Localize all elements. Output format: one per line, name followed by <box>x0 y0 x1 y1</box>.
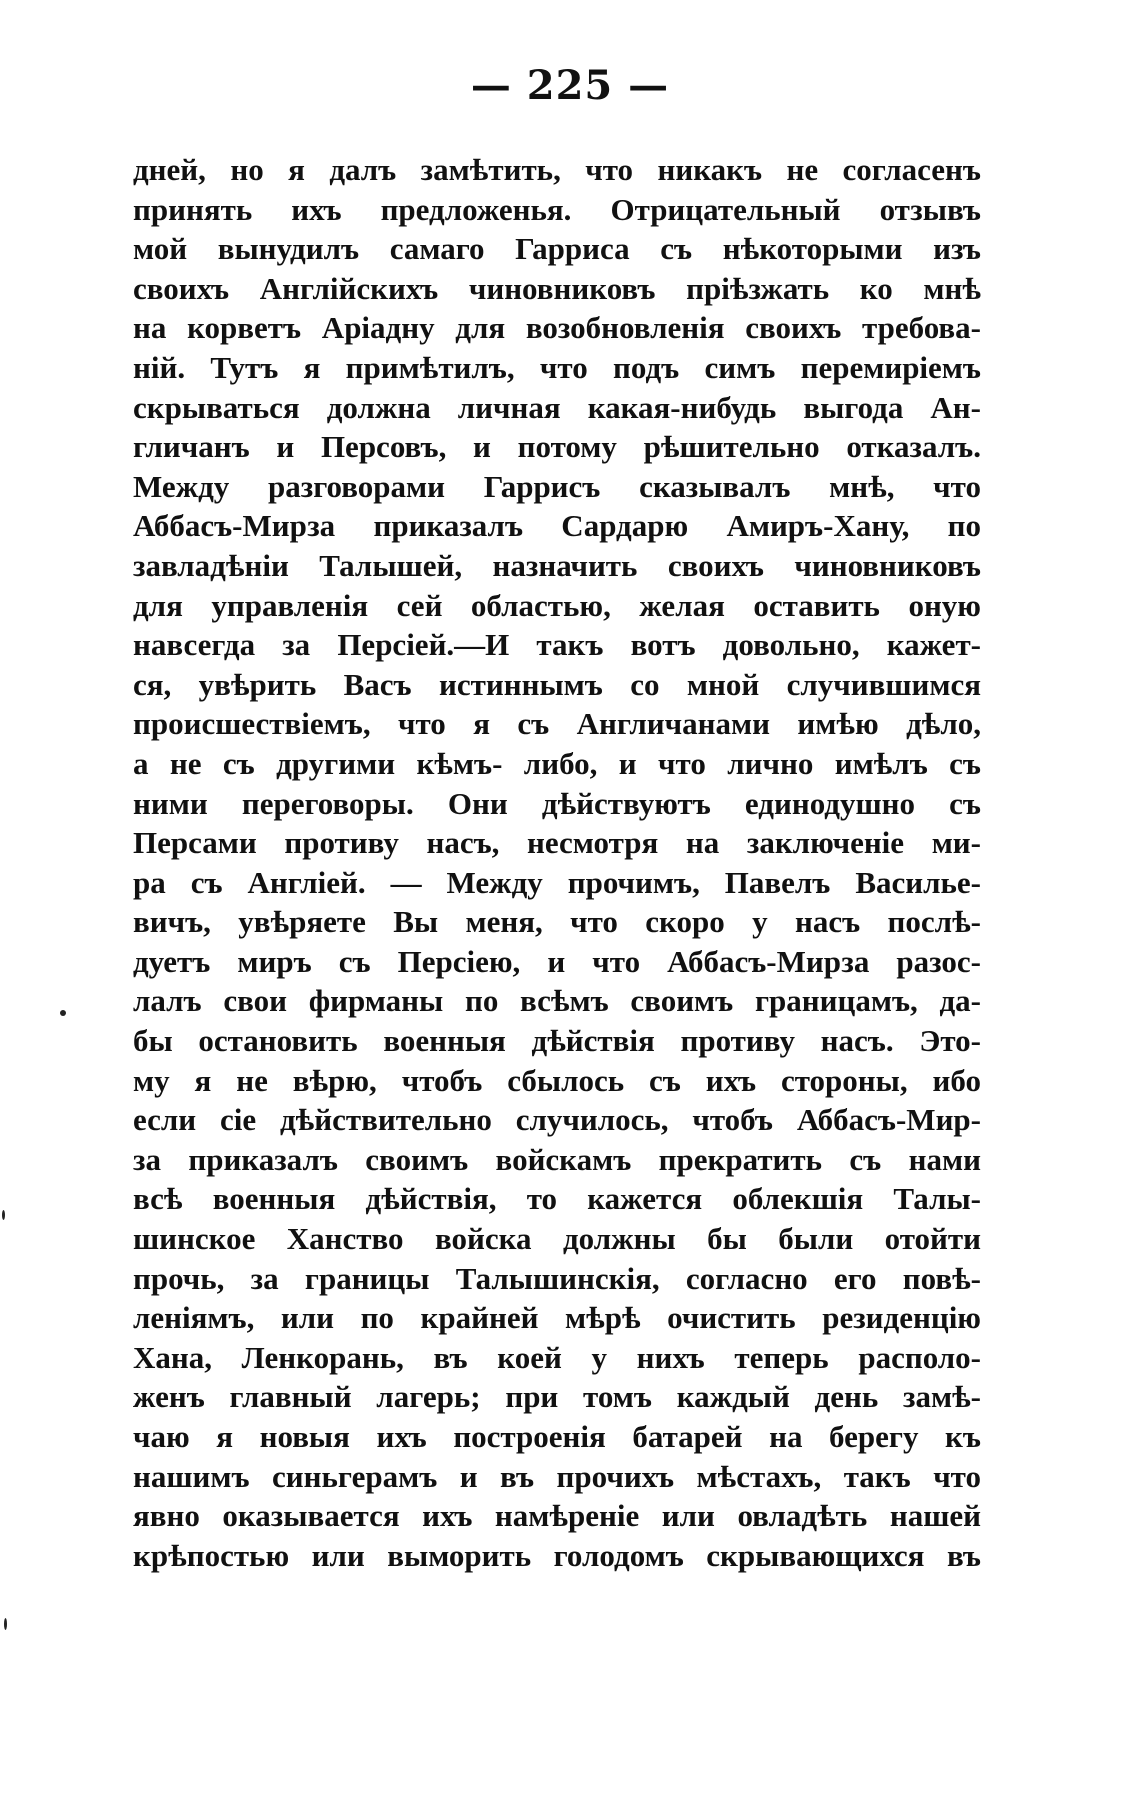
text-line: Хана, Ленкорань, въ коей у нихъ теперь располо- <box>133 1339 981 1375</box>
text-line: дуетъ миръ съ Персіею, и что Аббасъ-Мирза разос- <box>133 943 981 979</box>
text-line: всѣ военныя дѣйствія, то кажется облекшія Талы- <box>133 1181 981 1217</box>
text-line: Персами противу насъ, несмотря на заключеніе ми- <box>133 825 981 861</box>
body-text <box>133 150 981 1575</box>
text-line: ся, увѣрить Васъ истиннымъ со мной случившимся <box>133 666 981 702</box>
text-line: на корветъ Аріадну для возобновленія своихъ требова- <box>133 310 981 346</box>
text-line: завладѣніи Талышей, назначить своихъ чиновниковъ <box>133 547 981 583</box>
text-line: ра съ Англіей. — Между прочимъ, Павелъ Василье- <box>133 864 981 900</box>
text-line: Между разговорами Гаррисъ сказывалъ мнѣ, что <box>133 468 981 504</box>
text-line: ній. Тутъ я примѣтилъ, что подъ симъ перемиріемъ <box>133 349 981 385</box>
text-line: для управленія сей областью, желая оставить оную <box>133 587 981 623</box>
text-line: за приказалъ своимъ войскамъ прекратить съ нами <box>133 1141 981 1177</box>
text-line: му я не вѣрю, чтобъ сбылось съ ихъ стороны, ибо <box>133 1062 981 1098</box>
text-line: явно оказывается ихъ намѣреніе или овладѣть нашей <box>133 1498 981 1534</box>
ink-speck <box>4 1618 7 1630</box>
text-line: леніямъ, или по крайней мѣрѣ очистить резиденцію <box>133 1300 981 1336</box>
text-line: нашимъ синьгерамъ и въ прочихъ мѣстахъ, такъ что <box>133 1458 981 1494</box>
text-line: гличанъ и Персовъ, и потому рѣшительно отказалъ. <box>133 429 981 465</box>
text-line: скрываться должна личная какая-нибудь выгода Ан- <box>133 389 981 425</box>
text-line: дней, но я далъ замѣтить, что никакъ не согласенъ <box>133 152 981 187</box>
text-line: а не съ другими кѣмъ- либо, и что лично имѣлъ съ <box>133 745 981 781</box>
text-line: ними переговоры. Они дѣйствуютъ единодушно съ <box>133 785 981 821</box>
text-line: мой вынудилъ самаго Гарриса съ нѣкоторыми изъ <box>133 231 981 267</box>
text-line: навсегда за Персіей.—И такъ вотъ довольно, кажет- <box>133 627 981 663</box>
text-line: крѣпостью или выморить голодомъ скрывающихся въ <box>133 1537 981 1573</box>
ink-speck <box>60 1010 66 1016</box>
text-line: бы остановить военныя дѣйствія противу насъ. Это- <box>133 1023 981 1059</box>
text-line: Аббасъ-Мирза приказалъ Сардарю Амиръ-Хану, по <box>133 508 981 544</box>
text-line: чаю я новыя ихъ построенія батарей на берегу къ <box>133 1419 981 1454</box>
text-line: своихъ Англійскихъ чиновниковъ пріѣзжать ко мнѣ <box>133 270 981 306</box>
text-line: если сіе дѣйствительно случилось, чтобъ Аббасъ-Мир- <box>133 1102 981 1138</box>
text-line: вичъ, увѣряете Вы меня, что скоро у насъ послѣ- <box>133 904 981 940</box>
text-line: женъ главный лагерь; при томъ каждый день замѣ- <box>133 1379 981 1415</box>
page-number: — 225 — <box>470 62 670 109</box>
text-line: принять ихъ предложенья. Отрицательный отзывъ <box>133 191 981 227</box>
text-line: лалъ свои фирманы по всѣмъ своимъ границамъ, да- <box>133 983 981 1019</box>
text-line: прочь, за границы Талышинскія, согласно его повѣ- <box>133 1260 981 1296</box>
ink-speck <box>2 1210 5 1220</box>
text-line: происшествіемъ, что я съ Англичанами имѣю дѣло, <box>133 706 981 742</box>
text-line: шинское Ханство войска должны бы были отойти <box>133 1221 981 1257</box>
